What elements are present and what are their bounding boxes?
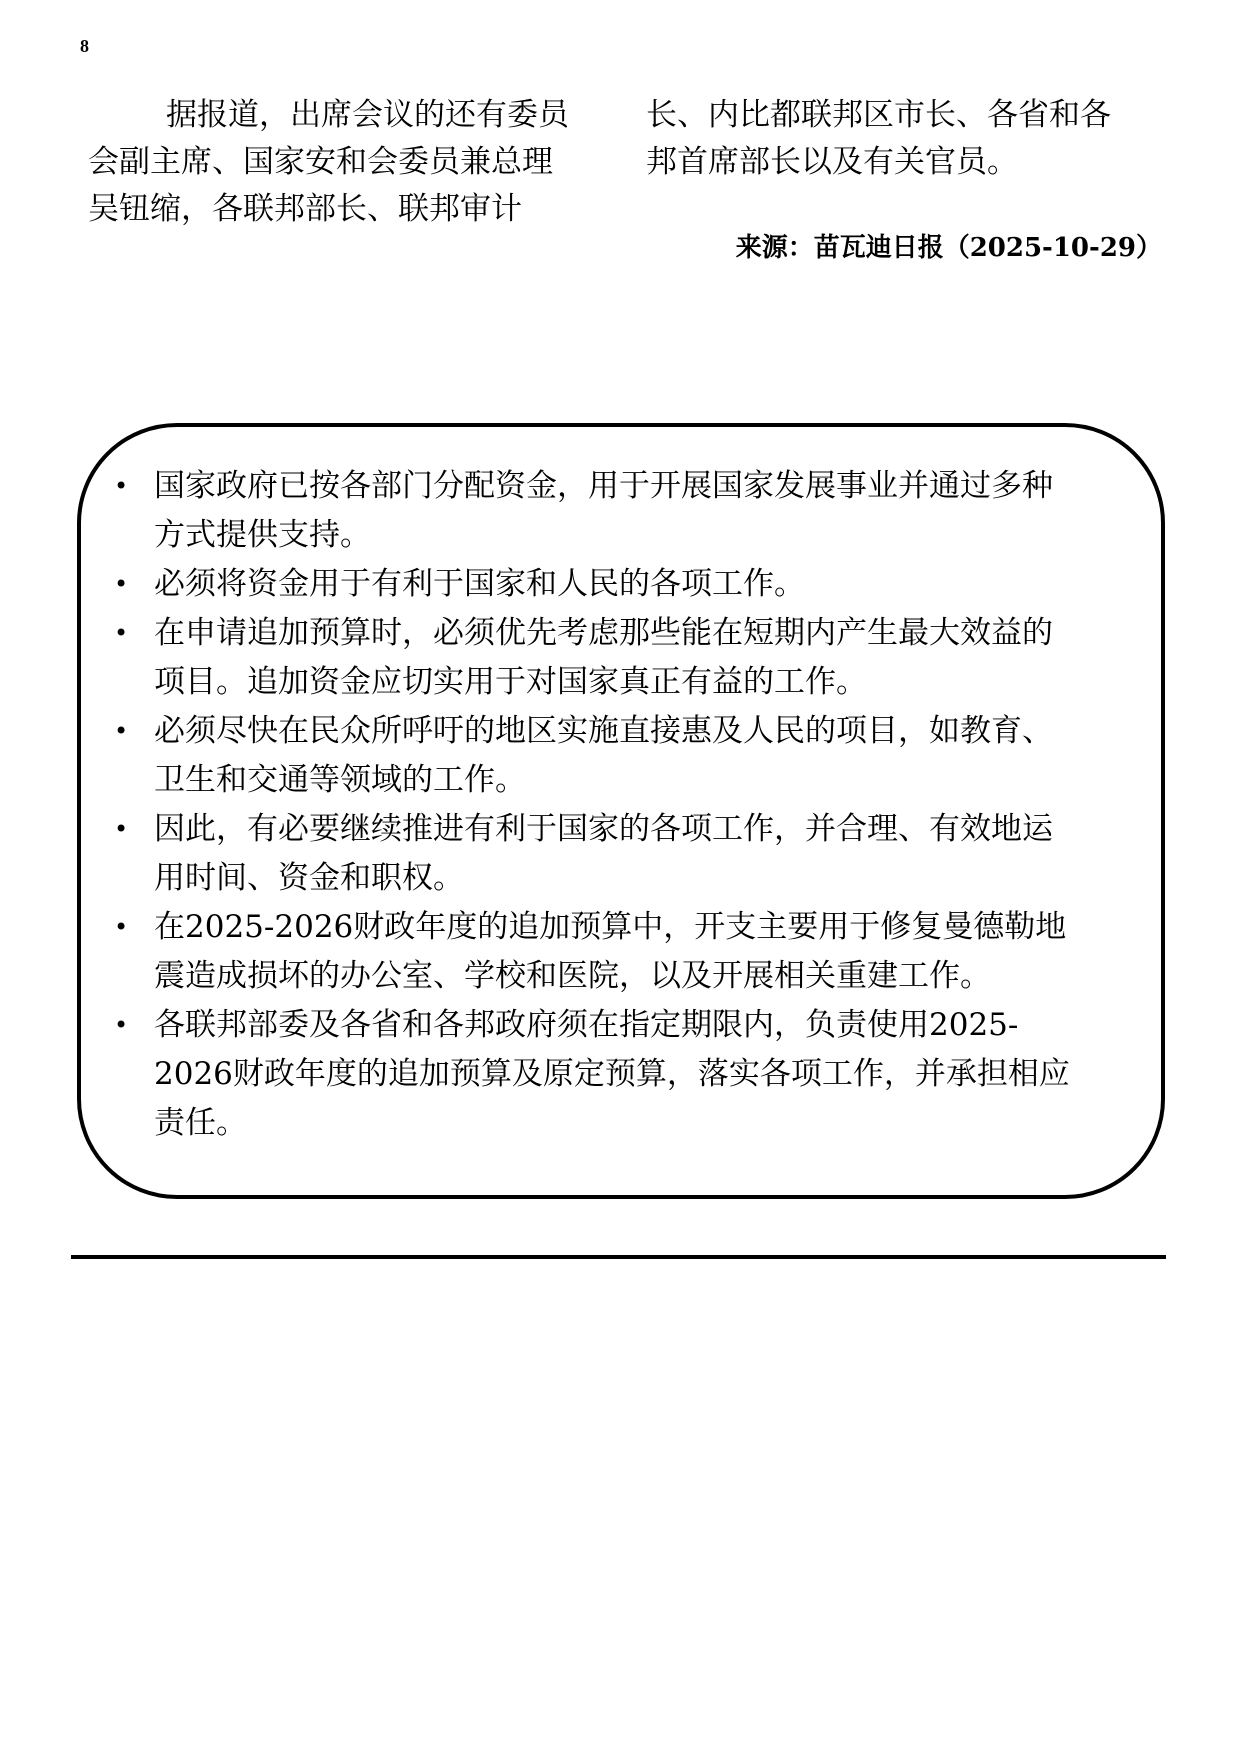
article-column-right	[646, 92, 1166, 186]
article-line: 吴钮缩，各联邦部长、联邦审计	[88, 191, 522, 227]
bullet-icon: •	[114, 815, 129, 843]
bullet-item	[110, 560, 1140, 609]
bullet-icon: •	[114, 619, 129, 647]
bullet-line: 方式提供支持。	[154, 517, 371, 553]
bullet-icon: •	[114, 717, 129, 745]
bullet-icon: •	[114, 1011, 129, 1039]
bullet-line: 卫生和交通等领域的工作。	[154, 762, 526, 798]
article-line: 邦首席部长以及有关官员。	[646, 144, 1018, 180]
article-line: 长、内比都联邦区市长、各省和各	[646, 97, 1111, 133]
bullet-line: 用时间、资金和职权。	[154, 860, 464, 896]
bullet-item	[110, 707, 1140, 805]
section-divider	[71, 1255, 1166, 1259]
bullet-item	[110, 805, 1140, 903]
bullet-line: 必须将资金用于有利于国家和人民的各项工作。	[154, 566, 805, 602]
bullet-icon: •	[114, 472, 129, 500]
article-column-left	[88, 92, 608, 233]
bullet-line: 必须尽快在民众所呼吁的地区实施直接惠及人民的项目，如教育、	[154, 713, 1053, 749]
bullet-icon: •	[114, 913, 129, 941]
bullet-line: 2026财政年度的追加预算及原定预算，落实各项工作，并承担相应	[154, 1056, 1070, 1092]
bullet-item	[110, 1001, 1140, 1148]
bullet-line: 震造成损坏的办公室、学校和医院，以及开展相关重建工作。	[154, 958, 991, 994]
bullet-line: 责任。	[154, 1105, 247, 1141]
article-line: 据报道，出席会议的还有委员	[166, 97, 569, 133]
bullet-item	[110, 903, 1140, 1001]
bullet-item	[110, 609, 1140, 707]
summary-bullet-list	[110, 462, 1140, 1148]
page-number: 8	[80, 36, 89, 56]
bullet-line: 在申请追加预算时，必须优先考虑那些能在短期内产生最大效益的	[154, 615, 1053, 651]
article-source: 来源：苗瓦迪日报（2025-10-29）	[735, 233, 1162, 263]
bullet-line: 国家政府已按各部门分配资金，用于开展国家发展事业并通过多种	[154, 468, 1053, 504]
article-line: 会副主席、国家安和会委员兼总理	[88, 144, 553, 180]
bullet-icon: •	[114, 570, 129, 598]
bullet-line: 在2025-2026财政年度的追加预算中，开支主要用于修复曼德勒地	[154, 909, 1067, 945]
bullet-line: 因此，有必要继续推进有利于国家的各项工作，并合理、有效地运	[154, 811, 1053, 847]
bullet-line: 项目。追加资金应切实用于对国家真正有益的工作。	[154, 664, 867, 700]
bullet-item	[110, 462, 1140, 560]
bullet-line: 各联邦部委及各省和各邦政府须在指定期限内，负责使用2025-	[154, 1007, 1019, 1043]
